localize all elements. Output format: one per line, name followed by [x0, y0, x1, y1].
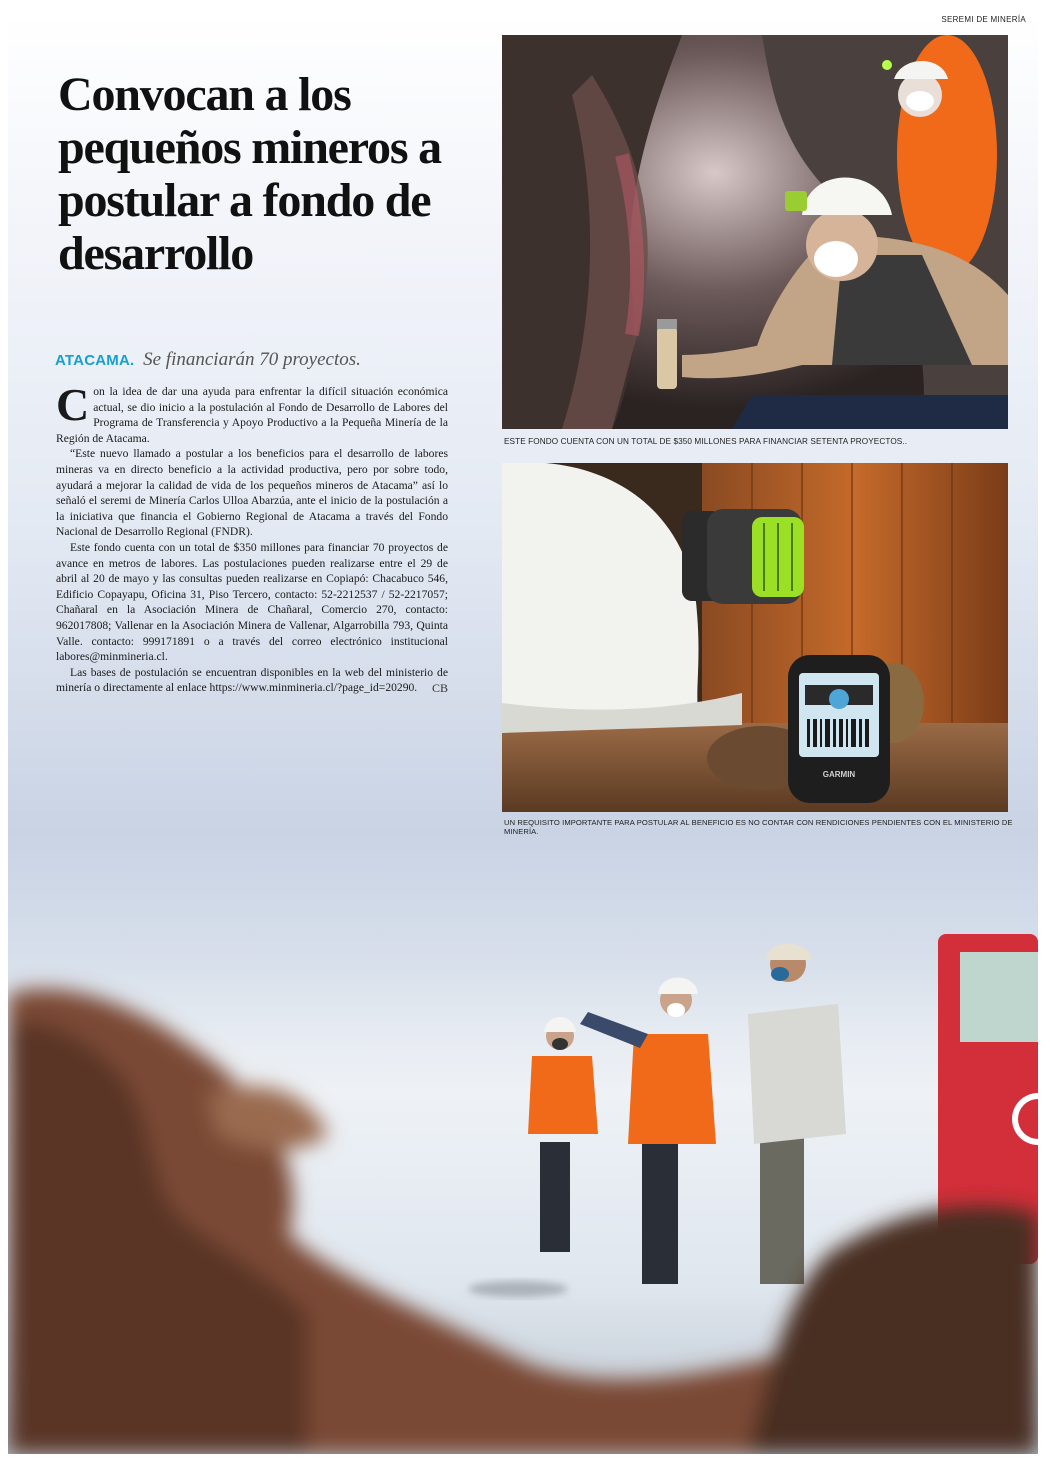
- gps-brand-label: GARMIN: [822, 770, 856, 779]
- kicker-location: ATACAMA.: [55, 352, 135, 369]
- photo-1-caption: ESTE FONDO CUENTA CON UN TOTAL DE $350 MILLONES PARA FINANCIAR SETENTA PROYECTOS..: [504, 437, 908, 446]
- paragraph-1: Con la idea de dar una ayuda para enfrentar la difícil situación económica actual, se dio inicio a la postulación al Fondo de Desarrollo de Labores del Programa de Transferencia y Apoyo Productivo a la Pequeña Minería de la Región de Atacama.: [56, 379, 448, 445]
- photo-2-caption: UN REQUISITO IMPORTANTE PARA POSTULAR AL BENEFICIO ES NO CONTAR CON RENDICIONES PENDIENTES CON EL MINISTERIO DE MINERÍA.: [504, 818, 1013, 836]
- newspaper-page: [8, 14, 1038, 1454]
- end-mark: CB: [431, 681, 448, 696]
- drop-cap: C: [56, 379, 90, 430]
- photo-mine-tunnel: [502, 35, 1008, 429]
- section-tag: SEREMI DE MINERÍA: [941, 15, 1026, 24]
- paragraph-4: Las bases de postulación se encuentran disponibles en la web del ministerio de minería o directamente al enlace https://www.minmineria.cl/?page_id=20290. CB: [56, 665, 448, 696]
- paragraph-2: “Este nuevo llamado a postular a los beneficios para el desarrollo de labores mineras va en directo beneficio a la actividad productiva, pero por sobre todo, ayudará a mejorar la calidad de vida de los pequeños mineros de Atacama” así lo señaló el seremi de Minería Carlos Ulloa Abarzúa, ante el inicio de la postulación a la iniciativa que financia el Gobierno Regional de Atacama a través del Fondo Nacional de Desarrollo Regional (FNDR).: [56, 447, 448, 539]
- headline: Convocan a los pequeños mineros a postular a fondo de desarrollo: [58, 68, 441, 280]
- kicker: [55, 348, 475, 373]
- kicker-subtitle: Se financiarán 70 proyectos.: [143, 349, 361, 370]
- paragraph-3: Este fondo cuenta con un total de $350 millones para financiar 70 proyectos de avance en metros de labores. Las postulaciones pueden realizarse entre el 29 de abril al 20 de mayo y las consultas pueden realizarse en Copiapó: Chacabuco 546, Edificio Copayapu, Oficina 31, Piso Tercero, contacto: 52-2212537 / 52-2217057; Chañaral en la Asociación Minera de Chañaral, Comercio 270, contacto: 962017808; Vallenar en la Asociación Minera de Vallenar, Algarrobilla 793, Quinta Valle. contacto: 999171891 o a través del correo electrónico institucional labores@minmineria.cl.: [56, 540, 448, 664]
- photo-miners-outdoor: [8, 894, 1038, 1454]
- article-body: [56, 379, 448, 697]
- photo-helmet-gps: [502, 463, 1008, 812]
